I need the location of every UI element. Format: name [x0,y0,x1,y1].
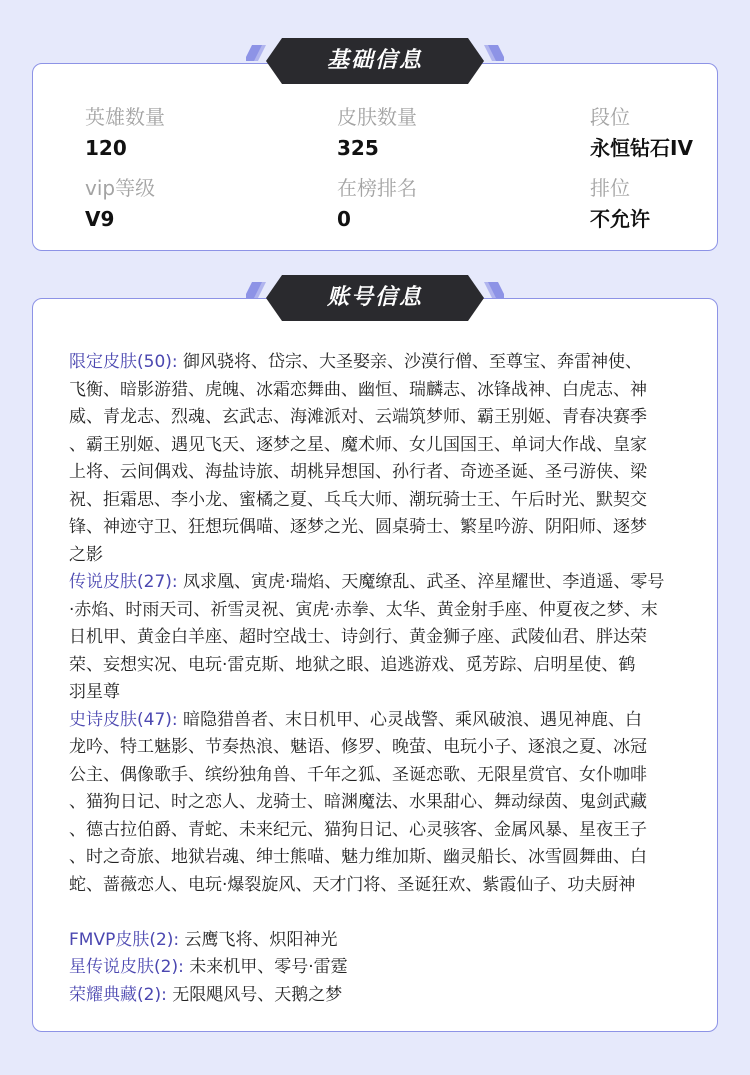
epic-skins-line: 公主、偶像歌手、缤纷独角兽、千年之狐、圣诞恋歌、无限星赏官、女仆咖啡 [69,764,647,785]
star-legend-skins-label: 星传说皮肤(2): [69,957,184,977]
epic-skins-line: 、猫狗日记、时之恋人、龙骑士、暗渊魔法、水果甜心、舞动绿茵、鬼剑武藏 [69,792,647,812]
epic-skins-line: 、时之奇旅、地狱岩魂、绅士熊喵、魅力维加斯、幽灵船长、冰雪圆舞曲、白 [69,847,647,867]
skin-count-label: 皮肤数量 [337,105,417,129]
account-info-title: 账号信息 [326,285,423,310]
skin-count-field [337,104,417,161]
limited-skins-line-1: 限定皮肤(50): 御风骁将、岱宗、大圣娶亲、沙漠行僧、至尊宝、奔雷神使、 [69,352,643,372]
leaderboard-rank-value: 0 [337,207,351,231]
leaderboard-rank-field [337,175,417,232]
ranked-mode-label: 排位 [590,176,630,200]
fmvp-skins-line: FMVP皮肤(2): 云鹰飞将、炽阳神光 [69,929,338,950]
skin-count-value: 325 [337,136,379,160]
ranked-mode-value: 不允许 [590,207,650,231]
epic-skins-label: 史诗皮肤(47): [69,709,178,730]
basic-info-title: 基础信息 [326,48,423,73]
legend-skins-line: ·赤焰、时雨天司、祈雪灵祝、寅虎·赤拳、太华、黄金射手座、仲夏夜之梦、末 [69,599,658,620]
hero-count-field [85,104,165,161]
skin-list [69,349,689,1009]
epic-skins-line: 蛇、蔷薇恋人、电玩·爆裂旋风、天才门将、圣诞狂欢、紫霞仙子、功夫厨神 [69,874,636,895]
rank-tier-value: 永恒钻石IV [590,136,693,160]
legend-skins-line: 羽星尊 [69,682,120,702]
fmvp-skins-label: FMVP皮肤(2): [69,929,180,950]
rank-tier-label: 段位 [590,105,630,129]
vip-level-value: V9 [85,207,115,231]
rank-tier-field [590,104,693,161]
epic-skins-line-1: 史诗皮肤(47): 暗隐猎兽者、末日机甲、心灵战警、乘风破浪、遇见神鹿、白 [69,709,643,730]
star-legend-skins-line: 星传说皮肤(2): 未来机甲、零号·雷霆 [69,957,348,977]
legend-skins-line: 日机甲、黄金白羊座、超时空战士、诗剑行、黄金狮子座、武陵仙君、胖达荣 [69,627,647,647]
legend-skins-line-1: 传说皮肤(27): 凤求凰、寅虎·瑞焰、天魔缭乱、武圣、淬星耀世、李逍遥、零号 [69,572,665,592]
leaderboard-rank-label: 在榜排名 [337,176,417,200]
limited-skins-line: 上将、云间偶戏、海盐诗旅、胡桃异想国、孙行者、奇迹圣诞、圣弓游侠、梁 [69,462,647,482]
hero-count-label: 英雄数量 [85,105,165,129]
basic-info-card [32,63,718,251]
limited-skins-line: 飞衡、暗影游猎、虎魄、冰霜恋舞曲、幽恒、瑞麟志、冰锋战神、白虎志、神 [69,379,647,400]
account-info-card [32,298,718,1032]
account-info-banner [246,275,504,321]
epic-skins-line: 、德古拉伯爵、青蛇、未来纪元、猫狗日记、心灵骇客、金属风暴、星夜王子 [69,819,647,840]
limited-skins-line: 之影 [69,544,103,565]
basic-info-banner [246,38,504,84]
hero-count-value: 120 [85,136,127,160]
glory-collection-line: 荣耀典藏(2): 无限飓风号、天鹅之梦 [69,984,343,1005]
limited-skins-line: 、霸王别姬、遇见飞天、逐梦之星、魔术师、女儿国国王、单词大作战、皇家 [69,434,647,455]
legend-skins-label: 传说皮肤(27): [69,572,178,592]
vip-level-field [85,175,155,232]
limited-skins-line: 威、青龙志、烈魂、玄武志、海滩派对、云端筑梦师、霸王别姬、青春决赛季 [69,407,647,427]
epic-skins-line: 龙吟、特工魅影、节奏热浪、魅语、修罗、晚萤、电玩小子、逐浪之夏、冰冠 [69,737,647,757]
legend-skins-line: 荣、妄想实况、电玩·雷克斯、地狱之眼、追逃游戏、觅芳踪、启明星使、鹤 [69,654,636,675]
vip-level-label: vip等级 [85,176,156,200]
limited-skins-line: 祝、拒霜思、李小龙、蜜橘之夏、乓乓大师、潮玩骑士王、午后时光、默契交 [69,489,647,510]
limited-skins-label: 限定皮肤(50): [69,352,178,372]
ranked-mode-field [590,175,650,232]
section-spacer [69,899,689,927]
limited-skins-line: 锋、神迹守卫、狂想玩偶喵、逐梦之光、圆桌骑士、繁星吟游、阴阳师、逐梦 [69,517,647,537]
glory-collection-label: 荣耀典藏(2): [69,984,167,1005]
